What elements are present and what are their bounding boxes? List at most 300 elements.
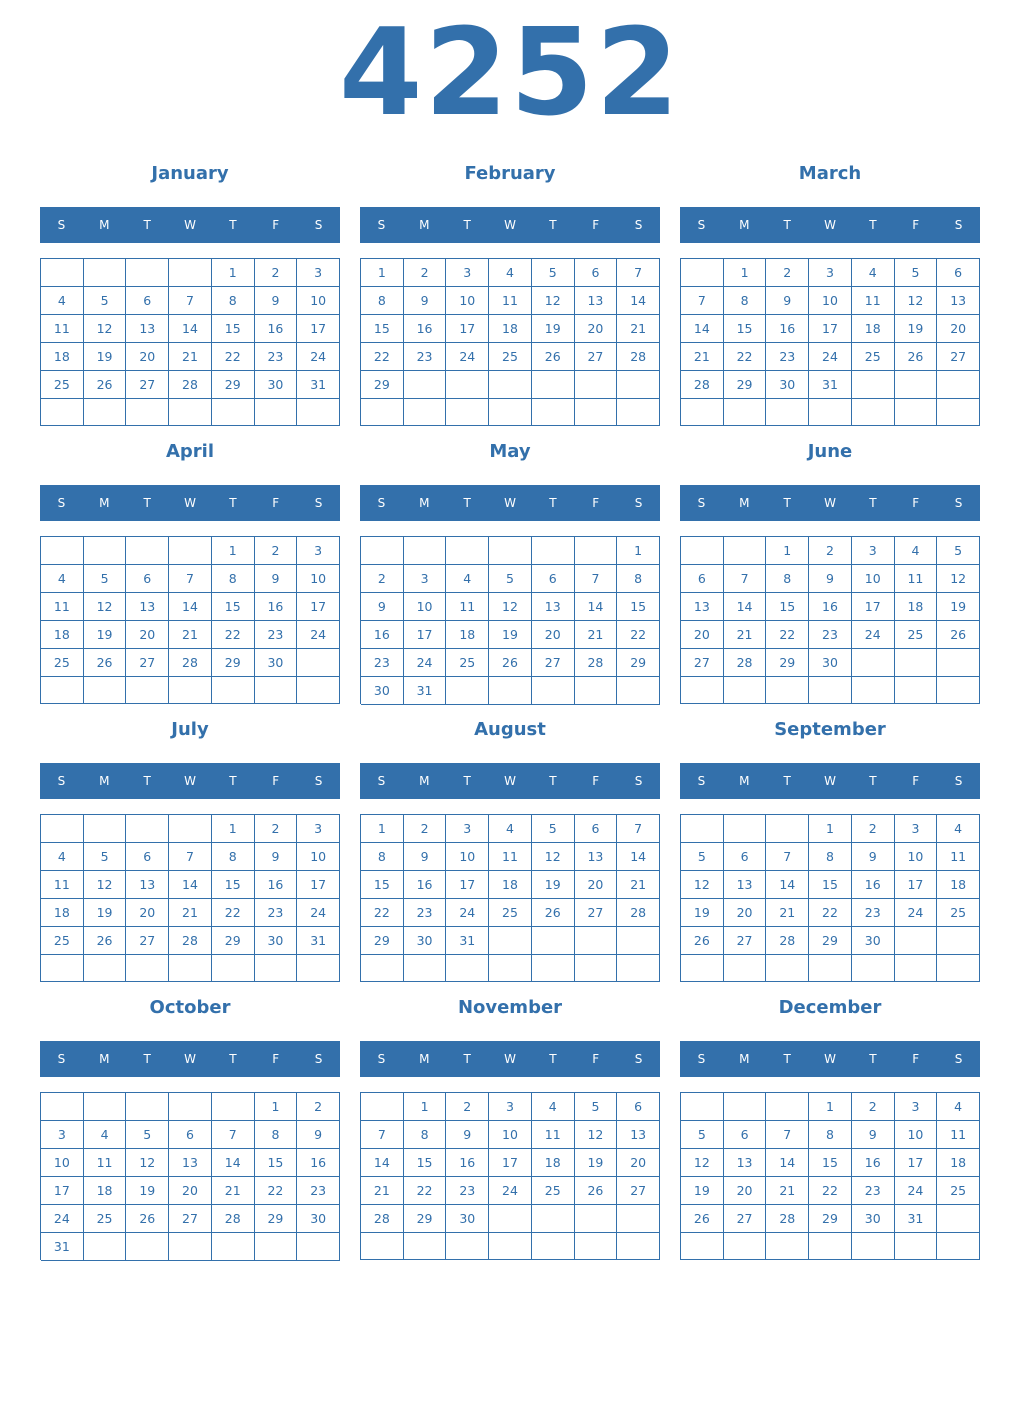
- empty-cell: [681, 955, 724, 982]
- day-cell: 10: [297, 565, 340, 593]
- weekday-label: T: [143, 1052, 151, 1066]
- empty-cell: [532, 927, 575, 955]
- empty-cell: [446, 955, 489, 982]
- day-cell: 22: [361, 343, 404, 371]
- weekday-label: W: [504, 774, 516, 788]
- day-cell: 23: [446, 1177, 489, 1205]
- empty-cell: [575, 371, 618, 399]
- day-cell: 30: [809, 649, 852, 677]
- day-cell: 17: [446, 871, 489, 899]
- day-cell: 21: [617, 871, 660, 899]
- weekday-label: T: [549, 218, 557, 232]
- weekday-label: T: [783, 1052, 791, 1066]
- weekday-label: T: [463, 1052, 471, 1066]
- day-cell: 14: [617, 287, 660, 315]
- empty-cell: [724, 1093, 767, 1121]
- day-cell: 6: [617, 1093, 660, 1121]
- empty-cell: [126, 537, 169, 565]
- day-cell: 2: [852, 1093, 895, 1121]
- empty-cell: [852, 677, 895, 704]
- day-cell: 16: [446, 1149, 489, 1177]
- day-cell: 28: [766, 1205, 809, 1233]
- day-cell: 14: [724, 593, 767, 621]
- day-cell: 12: [681, 871, 724, 899]
- empty-cell: [126, 399, 169, 426]
- day-cell: 4: [937, 815, 980, 843]
- day-cell: 12: [84, 315, 127, 343]
- day-cell: 27: [126, 927, 169, 955]
- day-cell: 28: [617, 343, 660, 371]
- day-cell: 22: [212, 899, 255, 927]
- day-cell: 22: [255, 1177, 298, 1205]
- weekday-header: [40, 763, 340, 799]
- weekday-label: F: [912, 774, 920, 788]
- day-cell: 4: [489, 815, 532, 843]
- day-cell: 12: [84, 871, 127, 899]
- day-cell: 28: [766, 927, 809, 955]
- day-cell: 4: [41, 843, 84, 871]
- empty-cell: [169, 259, 212, 287]
- empty-cell: [404, 1233, 447, 1260]
- day-cell: 27: [126, 371, 169, 399]
- weekday-label: T: [783, 496, 791, 510]
- day-cell: 30: [361, 677, 404, 705]
- weekday-header: [680, 207, 980, 243]
- weekday-label: S: [634, 496, 643, 510]
- day-cell: 20: [681, 621, 724, 649]
- day-cell: 4: [852, 259, 895, 287]
- day-cell: 10: [895, 843, 938, 871]
- weekday-label: W: [824, 1052, 836, 1066]
- weekday-header: [40, 1041, 340, 1077]
- day-cell: 18: [489, 315, 532, 343]
- day-cell: 26: [532, 343, 575, 371]
- day-cell: 17: [895, 1149, 938, 1177]
- day-cell: 17: [297, 315, 340, 343]
- empty-cell: [852, 649, 895, 677]
- empty-cell: [446, 677, 489, 705]
- empty-cell: [126, 677, 169, 704]
- day-cell: 22: [212, 621, 255, 649]
- day-cell: 27: [617, 1177, 660, 1205]
- empty-cell: [126, 259, 169, 287]
- day-cell: 14: [766, 1149, 809, 1177]
- day-cell: 18: [937, 871, 980, 899]
- weekday-label: W: [504, 218, 516, 232]
- day-cell: 30: [404, 927, 447, 955]
- day-cell: 15: [724, 315, 767, 343]
- day-cell: 6: [937, 259, 980, 287]
- weekday-label: T: [869, 496, 877, 510]
- day-cell: 18: [41, 343, 84, 371]
- empty-cell: [681, 537, 724, 565]
- day-cell: 19: [681, 899, 724, 927]
- day-cell: 22: [809, 1177, 852, 1205]
- day-cell: 24: [41, 1205, 84, 1233]
- month-name: April: [165, 441, 215, 462]
- day-cell: 18: [41, 621, 84, 649]
- weekday-label: T: [783, 218, 791, 232]
- day-cell: 19: [489, 621, 532, 649]
- day-cell: 14: [617, 843, 660, 871]
- day-cell: 29: [617, 649, 660, 677]
- day-cell: 21: [169, 343, 212, 371]
- weekday-label: F: [592, 1052, 600, 1066]
- day-cell: 21: [169, 621, 212, 649]
- weekday-label: S: [697, 496, 706, 510]
- day-cell: 28: [361, 1205, 404, 1233]
- day-cell: 1: [212, 815, 255, 843]
- day-cell: 30: [852, 1205, 895, 1233]
- empty-cell: [809, 955, 852, 982]
- day-grid: [360, 814, 660, 982]
- day-cell: 10: [41, 1149, 84, 1177]
- weekday-label: S: [697, 218, 706, 232]
- day-cell: 28: [169, 371, 212, 399]
- weekday-label: W: [504, 496, 516, 510]
- empty-cell: [489, 955, 532, 982]
- day-cell: 29: [809, 1205, 852, 1233]
- weekday-label: S: [954, 496, 963, 510]
- day-cell: 31: [809, 371, 852, 399]
- day-cell: 26: [937, 621, 980, 649]
- day-cell: 8: [766, 565, 809, 593]
- day-cell: 15: [766, 593, 809, 621]
- day-cell: 25: [489, 899, 532, 927]
- day-cell: 5: [575, 1093, 618, 1121]
- weekday-label: T: [463, 496, 471, 510]
- empty-cell: [617, 1205, 660, 1233]
- day-cell: 5: [681, 843, 724, 871]
- empty-cell: [212, 1233, 255, 1261]
- day-cell: 28: [575, 649, 618, 677]
- empty-cell: [532, 677, 575, 705]
- day-cell: 4: [41, 565, 84, 593]
- day-cell: 13: [532, 593, 575, 621]
- empty-cell: [575, 1233, 618, 1260]
- empty-cell: [532, 537, 575, 565]
- weekday-label: M: [99, 496, 110, 510]
- empty-cell: [681, 1093, 724, 1121]
- day-grid: [360, 258, 660, 426]
- empty-cell: [895, 955, 938, 982]
- weekday-label: M: [419, 774, 430, 788]
- day-cell: 24: [809, 343, 852, 371]
- day-cell: 17: [489, 1149, 532, 1177]
- day-cell: 5: [532, 259, 575, 287]
- empty-cell: [297, 677, 340, 704]
- weekday-label: M: [739, 496, 750, 510]
- day-cell: 16: [255, 871, 298, 899]
- empty-cell: [84, 399, 127, 426]
- empty-cell: [41, 677, 84, 704]
- day-cell: 16: [404, 871, 447, 899]
- day-cell: 9: [766, 287, 809, 315]
- day-cell: 30: [255, 371, 298, 399]
- day-cell: 2: [446, 1093, 489, 1121]
- day-cell: 3: [895, 815, 938, 843]
- day-cell: 23: [404, 343, 447, 371]
- empty-cell: [255, 955, 298, 982]
- day-cell: 7: [617, 259, 660, 287]
- day-cell: 25: [84, 1205, 127, 1233]
- empty-cell: [169, 1093, 212, 1121]
- day-cell: 17: [297, 871, 340, 899]
- empty-cell: [84, 677, 127, 704]
- weekday-label: S: [377, 774, 386, 788]
- day-cell: 1: [255, 1093, 298, 1121]
- weekday-label: T: [463, 218, 471, 232]
- day-cell: 20: [575, 871, 618, 899]
- empty-cell: [766, 399, 809, 426]
- day-cell: 29: [212, 649, 255, 677]
- empty-cell: [489, 1205, 532, 1233]
- day-cell: 15: [255, 1149, 298, 1177]
- empty-cell: [169, 537, 212, 565]
- empty-cell: [809, 399, 852, 426]
- day-cell: 17: [852, 593, 895, 621]
- weekday-label: W: [184, 1052, 196, 1066]
- empty-cell: [84, 259, 127, 287]
- day-cell: 25: [895, 621, 938, 649]
- day-cell: 1: [617, 537, 660, 565]
- weekday-label: T: [549, 1052, 557, 1066]
- day-cell: 9: [255, 287, 298, 315]
- empty-cell: [724, 677, 767, 704]
- day-cell: 20: [126, 343, 169, 371]
- day-cell: 12: [489, 593, 532, 621]
- day-cell: 19: [84, 899, 127, 927]
- month-name: May: [489, 441, 531, 462]
- day-cell: 6: [681, 565, 724, 593]
- day-cell: 8: [255, 1121, 298, 1149]
- day-cell: 17: [809, 315, 852, 343]
- empty-cell: [126, 955, 169, 982]
- day-cell: 26: [575, 1177, 618, 1205]
- day-cell: 2: [361, 565, 404, 593]
- empty-cell: [169, 955, 212, 982]
- day-cell: 10: [852, 565, 895, 593]
- day-cell: 28: [169, 649, 212, 677]
- day-cell: 22: [404, 1177, 447, 1205]
- day-cell: 8: [361, 287, 404, 315]
- empty-cell: [937, 955, 980, 982]
- day-cell: 4: [895, 537, 938, 565]
- day-cell: 17: [446, 315, 489, 343]
- day-cell: 8: [212, 843, 255, 871]
- day-cell: 19: [937, 593, 980, 621]
- empty-cell: [724, 537, 767, 565]
- day-cell: 9: [255, 843, 298, 871]
- month-name: February: [464, 163, 556, 184]
- day-cell: 23: [766, 343, 809, 371]
- day-cell: 5: [126, 1121, 169, 1149]
- day-cell: 15: [212, 871, 255, 899]
- weekday-label: T: [229, 774, 237, 788]
- day-cell: 29: [404, 1205, 447, 1233]
- weekday-label: S: [314, 774, 323, 788]
- weekday-label: T: [783, 774, 791, 788]
- empty-cell: [126, 1233, 169, 1261]
- day-cell: 7: [169, 287, 212, 315]
- day-cell: 8: [361, 843, 404, 871]
- day-cell: 16: [255, 593, 298, 621]
- day-cell: 21: [617, 315, 660, 343]
- month-name: November: [457, 997, 563, 1018]
- empty-cell: [895, 1233, 938, 1260]
- day-cell: 1: [404, 1093, 447, 1121]
- day-cell: 8: [809, 1121, 852, 1149]
- day-cell: 15: [361, 315, 404, 343]
- day-grid: [680, 814, 980, 982]
- day-cell: 18: [532, 1149, 575, 1177]
- empty-cell: [617, 677, 660, 705]
- day-cell: 7: [575, 565, 618, 593]
- day-cell: 28: [169, 927, 212, 955]
- weekday-label: T: [229, 496, 237, 510]
- empty-cell: [766, 1093, 809, 1121]
- day-cell: 14: [766, 871, 809, 899]
- empty-cell: [404, 399, 447, 426]
- empty-cell: [617, 955, 660, 982]
- day-cell: 5: [84, 565, 127, 593]
- empty-cell: [532, 371, 575, 399]
- day-cell: 25: [41, 371, 84, 399]
- empty-cell: [681, 815, 724, 843]
- empty-cell: [937, 399, 980, 426]
- day-cell: 17: [404, 621, 447, 649]
- day-cell: 21: [361, 1177, 404, 1205]
- day-cell: 26: [126, 1205, 169, 1233]
- day-cell: 17: [297, 593, 340, 621]
- day-cell: 16: [255, 315, 298, 343]
- day-cell: 13: [617, 1121, 660, 1149]
- empty-cell: [489, 1233, 532, 1260]
- day-cell: 19: [126, 1177, 169, 1205]
- day-cell: 12: [575, 1121, 618, 1149]
- day-cell: 25: [937, 1177, 980, 1205]
- day-cell: 15: [404, 1149, 447, 1177]
- weekday-label: T: [229, 218, 237, 232]
- day-cell: 9: [255, 565, 298, 593]
- day-cell: 3: [895, 1093, 938, 1121]
- day-cell: 10: [297, 843, 340, 871]
- empty-cell: [532, 399, 575, 426]
- empty-cell: [297, 649, 340, 677]
- weekday-label: T: [143, 496, 151, 510]
- day-cell: 4: [84, 1121, 127, 1149]
- month-name: September: [774, 719, 886, 740]
- empty-cell: [937, 927, 980, 955]
- day-cell: 8: [809, 843, 852, 871]
- weekday-label: M: [99, 1052, 110, 1066]
- weekday-label: T: [869, 218, 877, 232]
- day-grid: [360, 536, 660, 704]
- weekday-label: S: [57, 496, 66, 510]
- day-cell: 12: [937, 565, 980, 593]
- weekday-header: [680, 1041, 980, 1077]
- empty-cell: [41, 537, 84, 565]
- day-cell: 12: [126, 1149, 169, 1177]
- day-cell: 24: [895, 899, 938, 927]
- empty-cell: [852, 955, 895, 982]
- weekday-header: [360, 485, 660, 521]
- day-cell: 18: [852, 315, 895, 343]
- weekday-label: F: [272, 1052, 280, 1066]
- day-cell: 12: [681, 1149, 724, 1177]
- day-cell: 25: [852, 343, 895, 371]
- empty-cell: [446, 399, 489, 426]
- day-cell: 7: [212, 1121, 255, 1149]
- day-cell: 13: [126, 315, 169, 343]
- empty-cell: [84, 955, 127, 982]
- weekday-label: S: [377, 218, 386, 232]
- month-name: June: [807, 441, 853, 462]
- day-cell: 29: [361, 371, 404, 399]
- empty-cell: [41, 955, 84, 982]
- day-cell: 16: [852, 1149, 895, 1177]
- day-cell: 9: [852, 1121, 895, 1149]
- day-cell: 30: [446, 1205, 489, 1233]
- empty-cell: [937, 677, 980, 704]
- weekday-label: S: [314, 218, 323, 232]
- empty-cell: [852, 371, 895, 399]
- day-cell: 7: [681, 287, 724, 315]
- day-grid: [360, 1092, 660, 1260]
- weekday-label: S: [697, 1052, 706, 1066]
- day-cell: 8: [724, 287, 767, 315]
- empty-cell: [169, 677, 212, 704]
- weekday-label: M: [419, 218, 430, 232]
- weekday-label: F: [592, 218, 600, 232]
- day-cell: 28: [212, 1205, 255, 1233]
- weekday-label: S: [57, 1052, 66, 1066]
- day-cell: 25: [937, 899, 980, 927]
- day-cell: 14: [681, 315, 724, 343]
- day-cell: 26: [895, 343, 938, 371]
- day-cell: 8: [404, 1121, 447, 1149]
- day-cell: 9: [404, 843, 447, 871]
- day-cell: 15: [212, 315, 255, 343]
- day-cell: 29: [766, 649, 809, 677]
- empty-cell: [937, 371, 980, 399]
- day-cell: 10: [809, 287, 852, 315]
- empty-cell: [84, 1233, 127, 1261]
- weekday-label: F: [272, 774, 280, 788]
- empty-cell: [489, 371, 532, 399]
- day-cell: 1: [361, 259, 404, 287]
- empty-cell: [297, 1233, 340, 1261]
- weekday-label: M: [419, 1052, 430, 1066]
- day-cell: 16: [766, 315, 809, 343]
- month-name: March: [798, 163, 862, 184]
- weekday-label: S: [314, 1052, 323, 1066]
- day-cell: 16: [809, 593, 852, 621]
- weekday-label: S: [954, 218, 963, 232]
- day-cell: 1: [809, 1093, 852, 1121]
- day-cell: 21: [575, 621, 618, 649]
- day-cell: 13: [169, 1149, 212, 1177]
- day-cell: 24: [297, 343, 340, 371]
- empty-cell: [895, 371, 938, 399]
- empty-cell: [617, 927, 660, 955]
- day-cell: 13: [724, 871, 767, 899]
- day-cell: 26: [532, 899, 575, 927]
- weekday-label: W: [824, 774, 836, 788]
- day-cell: 28: [681, 371, 724, 399]
- day-cell: 26: [681, 1205, 724, 1233]
- empty-cell: [937, 649, 980, 677]
